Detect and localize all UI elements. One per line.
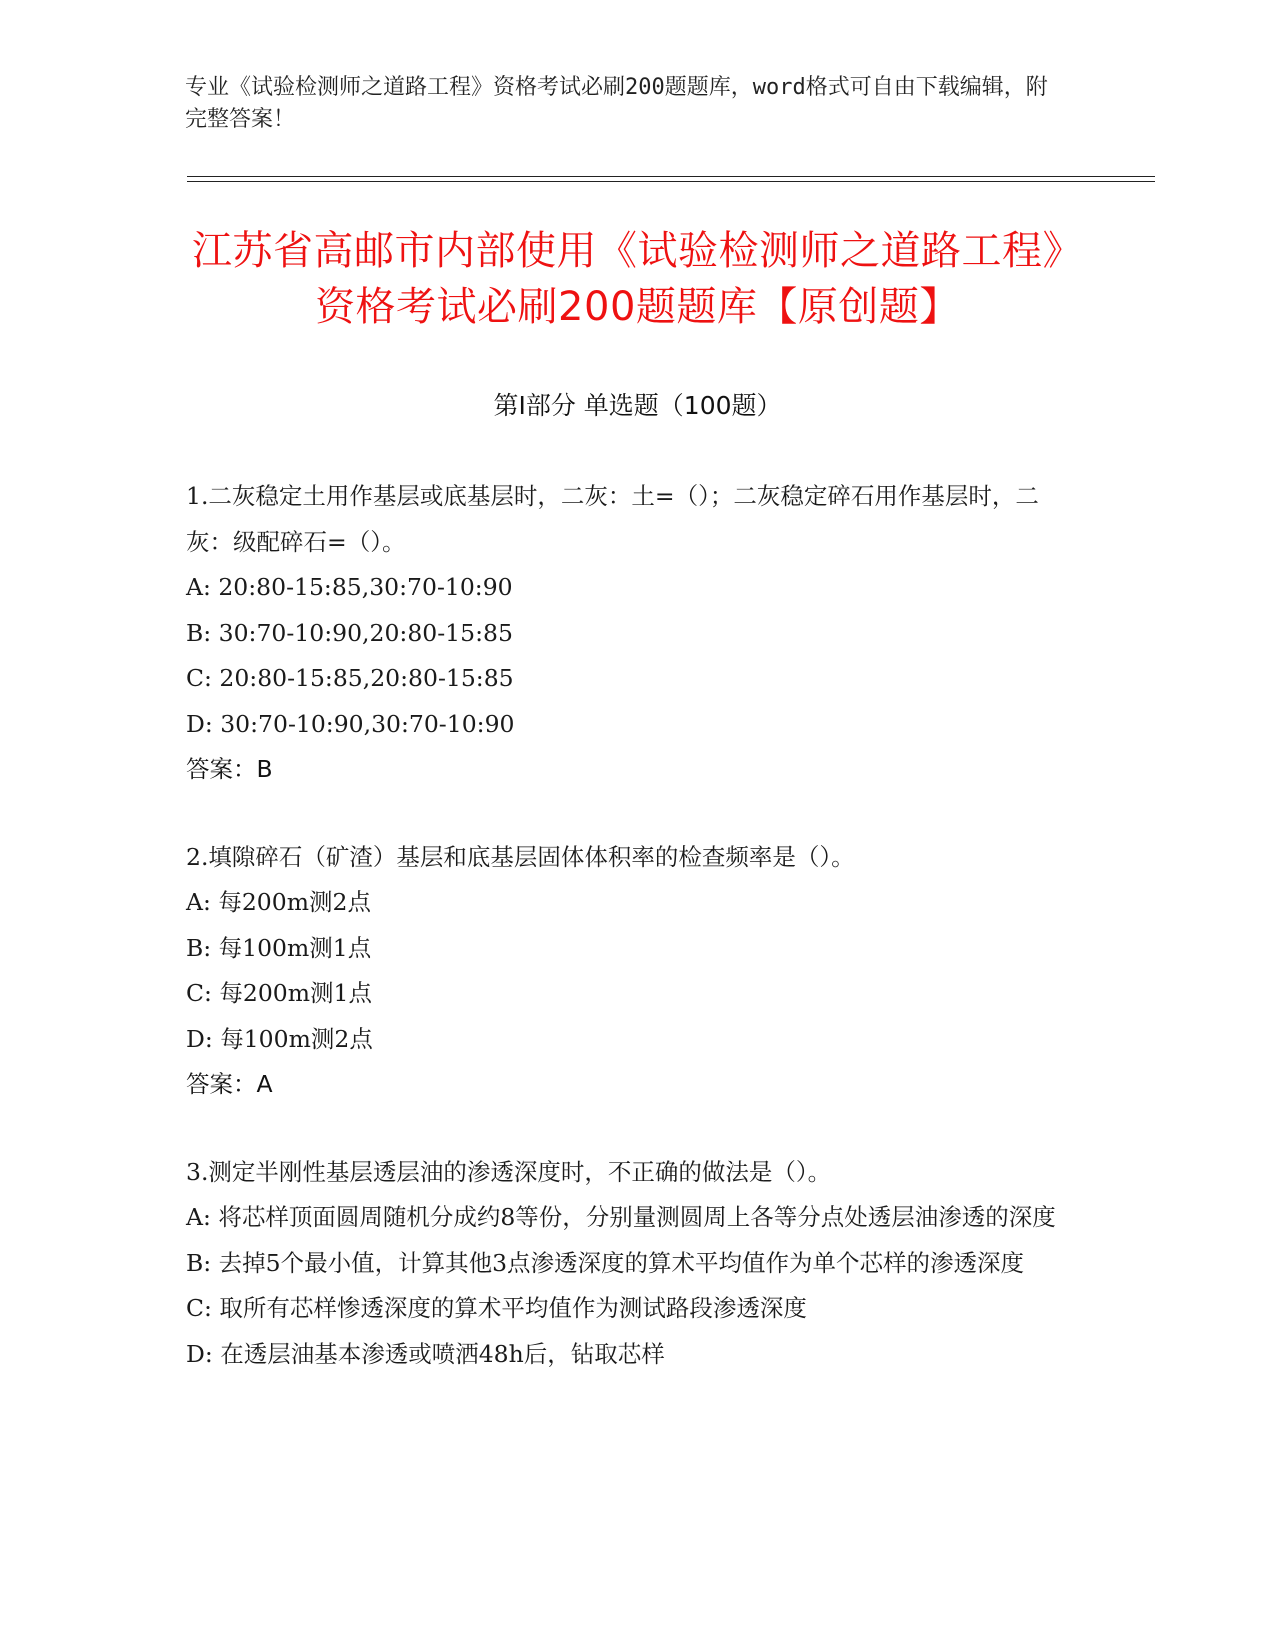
option-b: B: 去掉5个最小值，计算其他3点渗透深度的算术平均值作为单个芯样的渗透深度 xyxy=(186,1248,1025,1277)
option-d: D: 在透层油基本渗透或喷洒48h后，钻取芯样 xyxy=(186,1339,665,1368)
option-a: A: 20:80-15:85,30:70-10:90 xyxy=(186,573,513,601)
document-title: 江苏省高邮市内部使用《试验检测师之道路工程》资格考试必刷200题题库【原创题】 xyxy=(192,228,1083,330)
question-3 xyxy=(186,1150,1076,1378)
question-list xyxy=(186,474,1076,1419)
question-1 xyxy=(186,474,1076,793)
option-c: C: 取所有芯样惨透深度的算术平均值作为测试路段渗透深度 xyxy=(186,1294,807,1322)
question-stem: 3.测定半刚性基层透层油的渗透深度时，不正确的做法是（）。 xyxy=(186,1157,832,1186)
option-a: A: 每200m测2点 xyxy=(186,888,371,916)
question-stem: 2.填隙碎石（矿渣）基层和底基层固体体积率的检查频率是（）。 xyxy=(186,842,855,871)
section-heading: 第I部分 单选题（100题） xyxy=(493,391,782,420)
option-b: B: 每100m测1点 xyxy=(186,933,372,962)
header-divider-top xyxy=(187,176,1155,177)
option-d: D: 每100m测2点 xyxy=(186,1024,373,1053)
option-d: D: 30:70-10:90,30:70-10:90 xyxy=(186,709,515,738)
answer-label: 答案：A xyxy=(186,1070,273,1098)
question-stem: 1.二灰稳定土用作基层或底基层时，二灰：土=（）；二灰稳定碎石用作基层时，二灰：级配碎石=（）。 xyxy=(186,482,1039,556)
option-a: A: 将芯样顶面圆周随机分成约8等份，分别量测圆周上各等分点处透层油渗透的深度 xyxy=(186,1203,1056,1231)
option-c: C: 20:80-15:85,20:80-15:85 xyxy=(186,664,514,692)
header-divider-bottom xyxy=(187,181,1155,182)
answer-label: 答案：B xyxy=(186,755,273,783)
option-b: B: 30:70-10:90,20:80-15:85 xyxy=(186,618,513,647)
question-2 xyxy=(186,835,1076,1108)
option-c: C: 每200m测1点 xyxy=(186,979,372,1007)
header-note: 专业《试验检测师之道路工程》资格考试必刷200题题库，word格式可自由下载编辑，附完整答案！ xyxy=(185,75,1048,132)
